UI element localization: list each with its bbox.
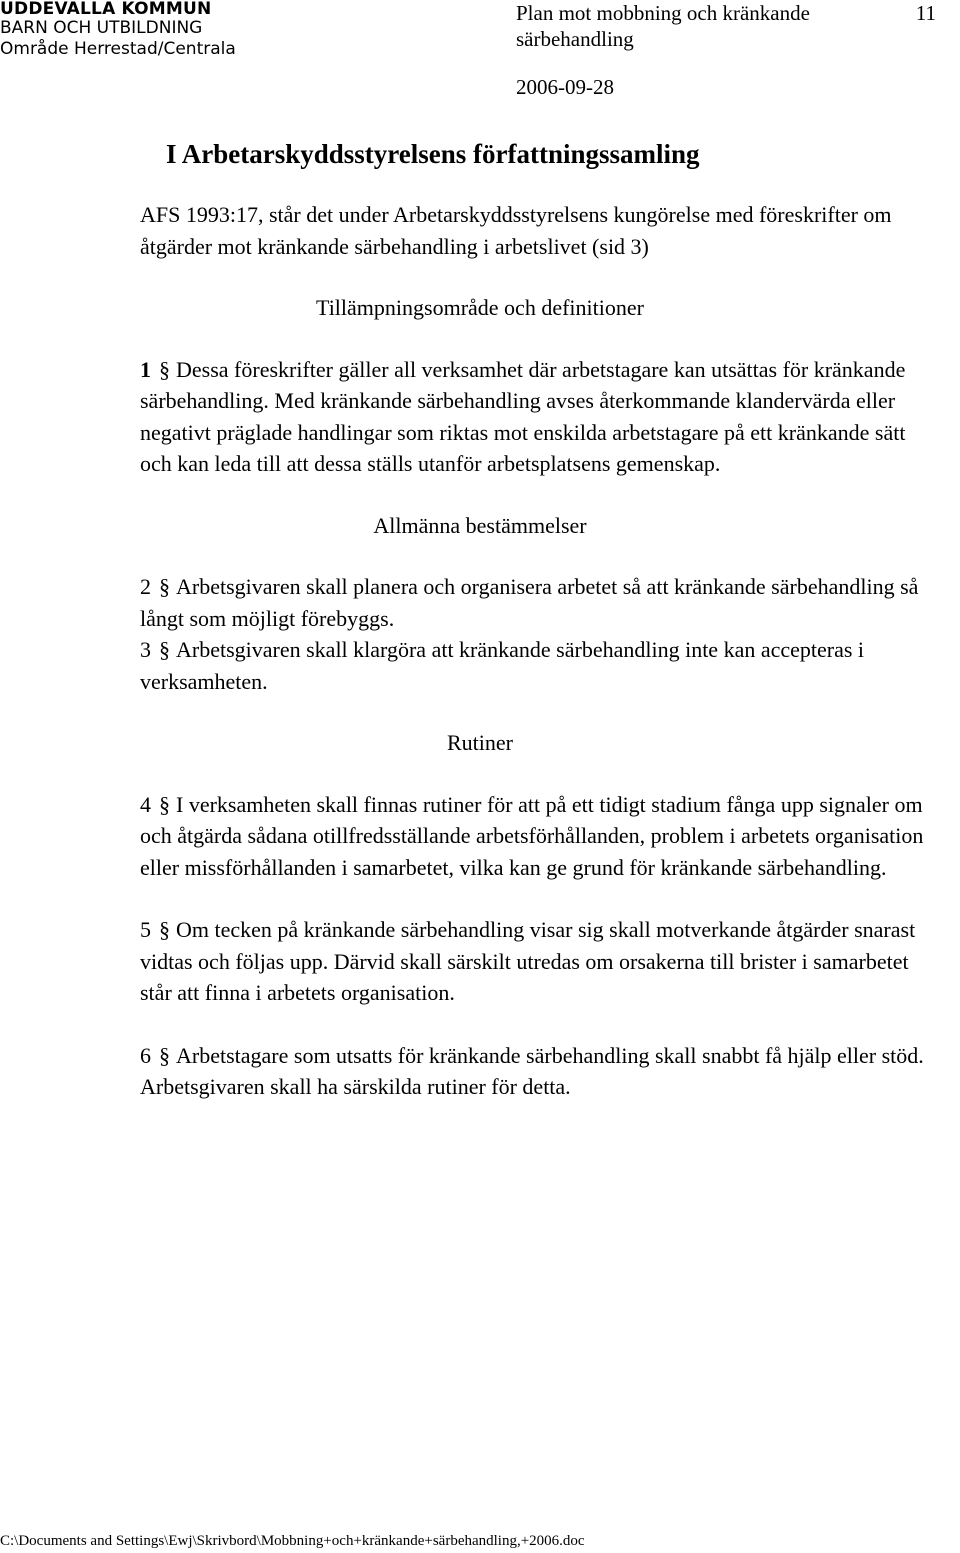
document-date: 2006-09-28 [516,75,614,99]
paragraph-number: 3 [140,637,151,662]
section-title-general: Allmänna bestämmelser [373,512,587,538]
paragraph-text: Arbetsgivaren skall planera och organisera arbetet så att kränkande särbehandling så långt som möjligt förebyggs. [140,574,919,631]
paragraph-5 [140,914,940,1009]
document-title: Plan mot mobbning och kränkande särbehandling [516,1,810,51]
page-number: 11 [915,1,936,25]
paragraph-number: 1 [140,356,151,382]
paragraph-text: Dessa föreskrifter gäller all verksamhet där arbetstagare kan utsättas för kränkande särbehandling. Med kränkande särbehandling avses återkommande klandervärda eller negativt präglade handlingar som riktas mot enskilda arbetstagare på ett kränkande sätt och kan leda till att dessa ställs utanför arbetsplatsens gemenskap. [140,356,906,476]
section-sign-icon: § [159,791,170,817]
paragraph-number: 6 [140,1042,151,1068]
paragraph-6 [140,1040,940,1103]
section-sign-icon: § [159,917,170,942]
org-name: UDDEVALLA KOMMUN [0,0,212,19]
paragraph-text: I verksamheten skall finnas rutiner för att på ett tidigt stadium fånga upp signaler om och åtgärda sådana otillfredsställande arbetsförhållanden, problem i arbetets organisation eller missförhållanden i samarbetet, vilka kan ge grund för kränkande särbehandling. [140,791,924,880]
section-sign-icon: § [159,1042,170,1068]
section-title-routines: Rutiner [447,730,513,755]
paragraph-2 [140,571,940,634]
section-sign-icon: § [159,356,170,382]
paragraph-text: Om tecken på kränkande särbehandling visar sig skall motverkande åtgärder snarast vidtas och följas upp. Därvid skall särskilt utredas om orsakerna till brister i samarbetet står att finna i arbetets organisation. [140,917,916,1005]
intro-paragraph: AFS 1993:17, står det under Arbetarskyddsstyrelsens kungörelse med föreskrifter om åtgärder mot kränkande särbehandling i arbetslivet (sid 3) [140,202,892,259]
department-name: BARN OCH UTBILDNING [0,18,203,38]
section-sign-icon: § [159,574,170,599]
main-content [140,136,940,1103]
area-name: Område Herrestad/Centrala [0,39,236,59]
section-sign-icon: § [159,637,170,662]
paragraph-number: 5 [140,917,151,942]
section-title-definitions: Tillämpningsområde och definitioner [316,295,644,320]
organization-block [0,0,236,60]
paragraph-text: Arbetsgivaren skall klargöra att kränkande särbehandling inte kan accepteras i verksamheten. [140,637,865,694]
paragraph-number: 4 [140,791,151,817]
paragraph-text: Arbetstagare som utsatts för kränkande särbehandling skall snabbt få hjälp eller stöd. Arbetsgivaren skall ha särskilda rutiner för detta. [140,1042,924,1099]
paragraph-1 [140,354,940,480]
paragraph-3 [140,634,940,697]
paragraph-number: 2 [140,574,151,599]
paragraph-4 [140,789,940,884]
page-heading: I Arbetarskyddsstyrelsens författningssamling [166,139,700,169]
footer-file-path: C:\Documents and Settings\Ewj\Skrivbord\Mobbning+och+kränkande+särbehandling,+2006.doc [0,1533,585,1549]
